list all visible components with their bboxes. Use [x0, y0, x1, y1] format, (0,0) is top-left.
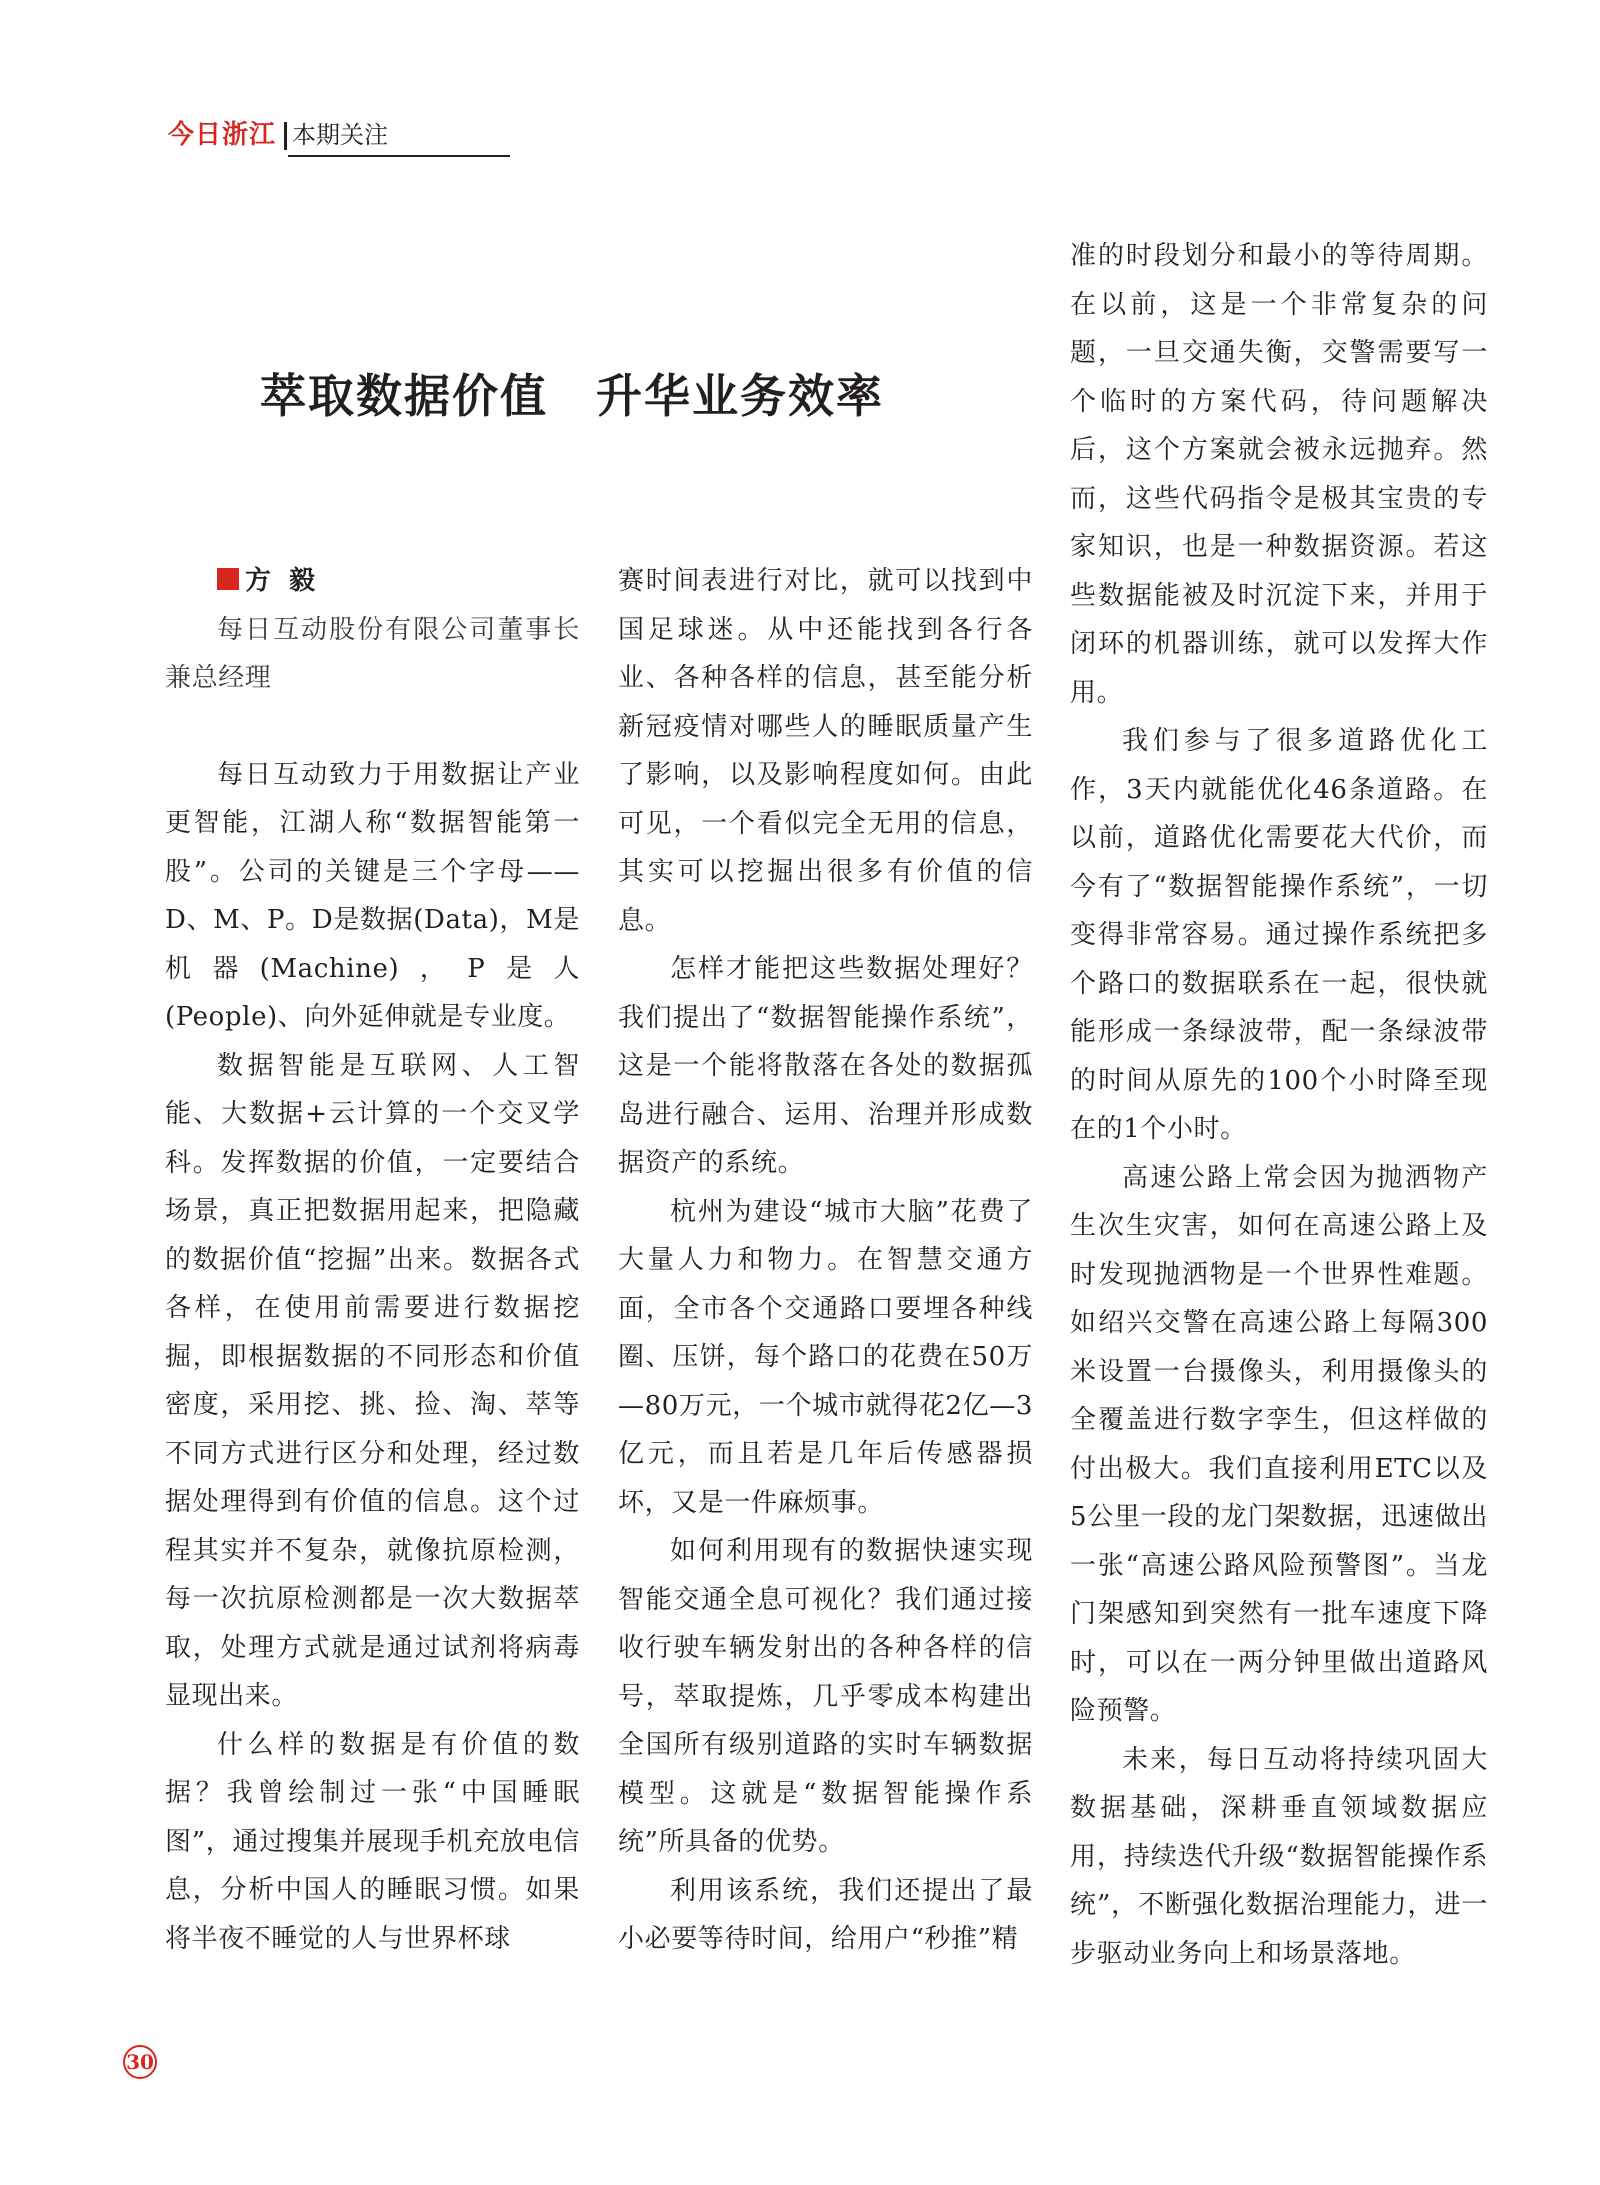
- article-title: 萃取数据价值 升华业务效率: [260, 369, 884, 423]
- paragraph: 杭州为建设“城市大脑”花费了大量人力和物力。在智慧交通方面，全市各个交通路口要埋各种线圈、压饼，每个路口的花费在50万—80万元，一个城市就得花2亿—3亿元，而且若是几年后传感器损坏，又是一件麻烦事。: [618, 1196, 1033, 1518]
- article-column-2: [618, 557, 1033, 1964]
- header-divider: [284, 122, 287, 150]
- article-column-3: [1070, 232, 1488, 1978]
- paragraph: 如何利用现有的数据快速实现智能交通全息可视化？我们通过接收行驶车辆发射出的各种各样的信号，萃取提炼，几乎零成本构建出全国所有级别道路的实时车辆数据模型。这就是“数据智能操作系统”所具备的优势。: [618, 1536, 1033, 1857]
- magazine-logo: 今日浙江: [168, 120, 277, 150]
- paragraph: 高速公路上常会因为抛洒物产生次生灾害，如何在高速公路上及时发现抛洒物是一个世界性难题。如绍兴交警在高速公路上每隔300米设置一台摄像头，利用摄像头的全覆盖进行数字孪生，但这样做的付出极大。我们直接利用ETC以及5公里一段的龙门架数据，迅速做出一张“高速公路风险预警图”。当龙门架感知到突然有一批车速度下降时，可以在一两分钟里做出道路风险预警。: [1070, 1162, 1488, 1726]
- paragraph: 赛时间表进行对比，就可以找到中国足球迷。从中还能找到各行各业、各种各样的信息，甚至能分析新冠疫情对哪些人的睡眠质量产生了影响，以及影响程度如何。由此可见，一个看似完全无用的信息，其实可以挖掘出很多有价值的信息。: [618, 566, 1033, 936]
- paragraph: 利用该系统，我们还提出了最小必要等待时间，给用户“秒推”精: [618, 1875, 1033, 1954]
- paragraph: 每日互动致力于用数据让产业更智能，江湖人称“数据智能第一股”。公司的关键是三个字母——D、M、P。D是数据(Data)，M是机器(Machine)，P是人(People)、向外延伸就是专业度。: [165, 759, 580, 1032]
- author-line: [165, 557, 580, 606]
- author-affiliation: 每日互动股份有限公司董事长兼总经理: [165, 614, 580, 693]
- paragraph: 准的时段划分和最小的等待周期。在以前，这是一个非常复杂的问题，一旦交通失衡，交警需要写一个临时的方案代码，待问题解决后，这个方案就会被永远抛弃。然而，这些代码指令是极其宝贵的专家知识，也是一种数据资源。若这些数据能被及时沉淀下来，并用于闭环的机器训练，就可以发挥大作用。: [1070, 241, 1488, 708]
- paragraph: 怎样才能把这些数据处理好？我们提出了“数据智能操作系统”，这是一个能将散落在各处的数据孤岛进行融合、运用、治理并形成数据资产的系统。: [618, 954, 1033, 1178]
- paragraph: 数据智能是互联网、人工智能、大数据+云计算的一个交叉学科。发挥数据的价值，一定要结合场景，真正把数据用起来，把隐藏的数据价值“挖掘”出来。数据各式各样，在使用前需要进行数据挖掘，即根据数据的不同形态和价值密度，采用挖、挑、捡、淘、萃等不同方式进行区分和处理，经过数据处理得到有价值的信息。这个过程其实并不复杂，就像抗原检测，每一次抗原检测都是一次大数据萃取，处理方式就是通过试剂将病毒显现出来。: [165, 1050, 580, 1711]
- paragraph: 我们参与了很多道路优化工作，3天内就能优化46条道路。在以前，道路优化需要花大代价，而今有了“数据智能操作系统”，一切变得非常容易。通过操作系统把多个路口的数据联系在一起，很快就能形成一条绿波带，配一条绿波带的时间从原先的100个小时降至现在的1个小时。: [1070, 726, 1488, 1144]
- header-rule: [288, 155, 510, 157]
- paragraph: 什么样的数据是有价值的数据？我曾绘制过一张“中国睡眠图”，通过搜集并展现手机充放电信息，分析中国人的睡眠习惯。如果将半夜不睡觉的人与世界杯球: [165, 1729, 580, 1954]
- page-number: 30: [123, 2045, 157, 2079]
- section-label: 本期关注: [292, 121, 388, 149]
- author-marker-icon: [217, 568, 239, 590]
- paragraph: 未来，每日互动将持续巩固大数据基础，深耕垂直领域数据应用，持续迭代升级“数据智能操作系统”，不断强化数据治理能力，进一步驱动业务向上和场景落地。: [1070, 1744, 1488, 1969]
- page-header: [168, 118, 510, 158]
- article-column-1: [165, 557, 580, 1963]
- author-name: 方毅: [245, 566, 334, 596]
